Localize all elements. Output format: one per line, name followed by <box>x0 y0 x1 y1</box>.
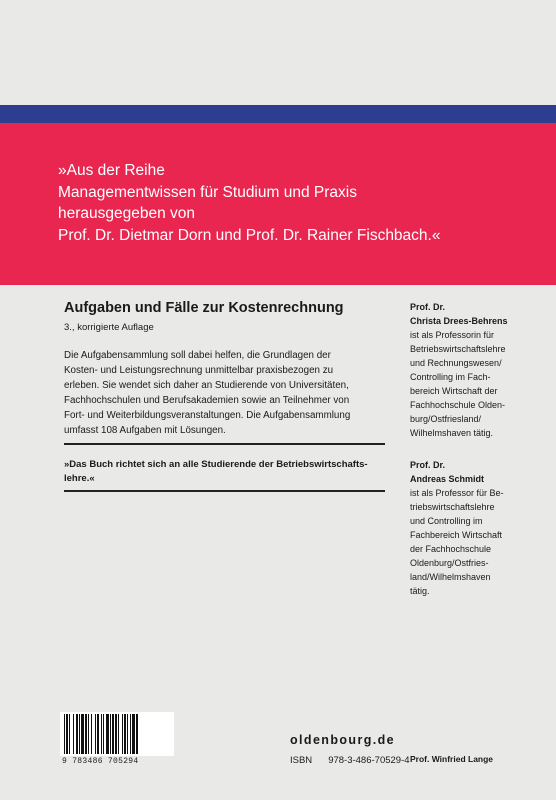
book-quote <box>64 458 394 486</box>
author-bio-line: triebswirtschaftslehre <box>410 502 495 512</box>
top-area <box>0 0 556 105</box>
description-line: Die Aufgabensammlung soll dabei helfen, die Grundlagen der <box>64 350 331 361</box>
book-edition: 3., korrigierte Auflage <box>64 322 154 333</box>
series-line: »Aus der Reihe <box>58 162 165 179</box>
author-bio-line: und Controlling im <box>410 516 483 526</box>
author-title: Prof. Dr. <box>410 302 446 312</box>
series-line: herausgegeben von <box>58 205 196 222</box>
isbn <box>290 755 426 766</box>
author-name: Andreas Schmidt <box>410 474 485 484</box>
book-info <box>64 296 386 438</box>
author-bios <box>410 300 550 616</box>
quote-line: »Das Buch richtet sich an alle Studierende der Betriebswirtschafts- <box>64 459 368 470</box>
author-block <box>410 300 550 440</box>
description-line: umfasst 108 Aufgaben mit Lösungen. <box>64 425 226 436</box>
author-name: Christa Drees-Behrens <box>410 316 508 326</box>
author-bio-line: burg/Ostfriesland/ <box>410 414 482 424</box>
divider-bottom <box>64 490 385 492</box>
divider-top <box>64 443 385 445</box>
description-line: Fachhochschulen und Berufsakademien sowie an Teilnehmer von <box>64 395 350 406</box>
blue-stripe <box>0 105 556 123</box>
author-bio-line: ist als Professorin für <box>410 330 495 340</box>
publisher-url: oldenbourg.de <box>290 733 395 747</box>
series-line: Managementwissen für Studium und Praxis <box>58 183 357 201</box>
author-bio-line: Betriebswirtschaftslehre <box>410 344 506 354</box>
cover-author: Prof. Winfried Lange <box>410 754 494 764</box>
barcode-number: 9 783486 705294 <box>62 757 139 766</box>
author-bio-line: Controlling im Fach- <box>410 372 491 382</box>
description-line: erleben. Sie wendet sich daher an Studierende von Universitäten, <box>64 380 349 391</box>
author-bio-line: ist als Professor für Be- <box>410 488 504 498</box>
series-statement <box>58 160 440 246</box>
description-line: Fort- und Weiterbildungsveranstaltungen. Die Aufgabensammlung <box>64 410 351 421</box>
description-line: Kosten- und Leistungsrechnung unmittelbar praxisbezogen zu <box>64 365 334 376</box>
book-description <box>64 348 386 438</box>
author-bio-line: und Rechnungswesen/ <box>410 358 502 368</box>
author-bio-line: tätig. <box>410 586 430 596</box>
barcode-image <box>60 712 174 756</box>
author-bio-line: Fachbereich Wirtschaft <box>410 530 503 540</box>
isbn-value: 978-3-486-70529-4 <box>328 755 410 766</box>
series-line: Prof. Dr. Dietmar Dorn und Prof. Dr. Rainer Fischbach.« <box>58 226 441 244</box>
book-title: Aufgaben und Fälle zur Kostenrechnung <box>64 300 344 316</box>
author-title: Prof. Dr. <box>410 460 446 470</box>
author-bio-line: Oldenburg/Ostfries- <box>410 558 489 568</box>
author-bio-line: bereich Wirtschaft der <box>410 386 498 396</box>
author-block <box>410 458 550 598</box>
isbn-label: ISBN <box>290 755 313 766</box>
author-bio-line: land/Wilhelmshaven <box>410 572 491 582</box>
author-bio-line: Fachhochschule Olden- <box>410 400 506 410</box>
author-bio-line: der Fachhochschule <box>410 544 492 554</box>
quote-line: lehre.« <box>64 473 95 484</box>
author-bio-line: Wilhelmshaven tätig. <box>410 428 494 438</box>
